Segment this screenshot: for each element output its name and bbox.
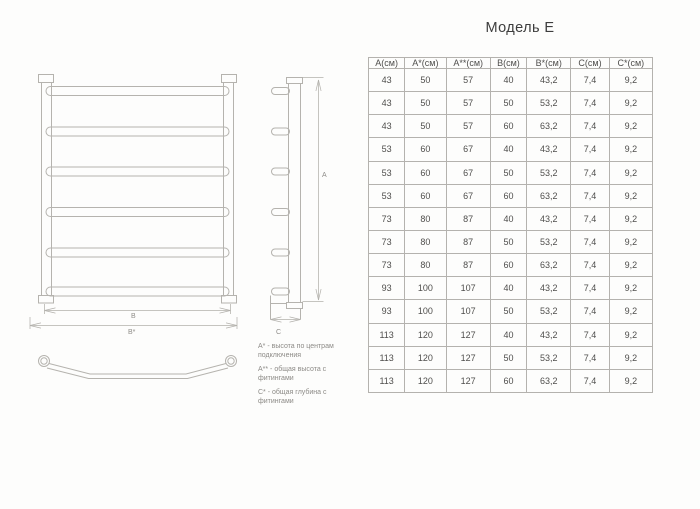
legend-item-c-star: С* - общая глубина с фитингами — [258, 388, 327, 406]
table-cell: 9,2 — [609, 207, 652, 230]
table-cell: 63,2 — [527, 369, 571, 392]
column-header-c-star: С*(см) — [609, 58, 652, 69]
table-row — [369, 115, 653, 138]
table-cell: 87 — [446, 230, 490, 253]
table-cell: 7,4 — [571, 207, 609, 230]
table-cell: 80 — [405, 254, 446, 277]
table-cell: 57 — [446, 115, 490, 138]
table-cell: 7,4 — [571, 346, 609, 369]
table-cell: 63,2 — [527, 254, 571, 277]
column-header-c: С(см) — [571, 58, 609, 69]
table-cell: 7,4 — [571, 230, 609, 253]
table-cell: 73 — [369, 254, 405, 277]
front-view — [30, 75, 237, 330]
table-cell: 53,2 — [527, 161, 571, 184]
table-cell: 100 — [405, 277, 446, 300]
table-cell: 63,2 — [527, 115, 571, 138]
table-cell: 80 — [405, 230, 446, 253]
legend-item-a-star: А* - высота по центрам подключения — [258, 343, 334, 360]
table-cell: 9,2 — [609, 346, 652, 369]
table-cell: 9,2 — [609, 138, 652, 161]
table-cell: 93 — [369, 300, 405, 323]
table-cell: 9,2 — [609, 323, 652, 346]
table-cell: 80 — [405, 207, 446, 230]
dimension-label-b-star: B* — [128, 329, 136, 336]
table-cell: 73 — [369, 207, 405, 230]
legend — [258, 342, 355, 411]
table-cell: 57 — [446, 69, 490, 92]
table-cell: 60 — [490, 115, 526, 138]
table-cell: 60 — [490, 369, 526, 392]
table-cell: 73 — [369, 230, 405, 253]
table-cell: 43,2 — [527, 277, 571, 300]
side-view — [271, 78, 324, 320]
table-cell: 9,2 — [609, 369, 652, 392]
table-cell: 40 — [490, 69, 526, 92]
table-row — [369, 92, 653, 115]
table-cell: 87 — [446, 254, 490, 277]
table-cell: 113 — [369, 346, 405, 369]
table-cell: 7,4 — [571, 69, 609, 92]
table-cell: 100 — [405, 300, 446, 323]
table-cell: 127 — [446, 346, 490, 369]
page-title: Модель Е — [485, 20, 555, 36]
table-cell: 50 — [405, 115, 446, 138]
table-row — [369, 69, 653, 92]
column-header-a-star: А*(см) — [405, 58, 446, 69]
table-cell: 60 — [490, 184, 526, 207]
table-cell: 50 — [490, 230, 526, 253]
table-cell: 7,4 — [571, 184, 609, 207]
table-cell: 53,2 — [527, 92, 571, 115]
table-cell: 113 — [369, 369, 405, 392]
table-cell: 7,4 — [571, 254, 609, 277]
table-cell: 7,4 — [571, 277, 609, 300]
table-cell: 9,2 — [609, 69, 652, 92]
dimensions-table — [368, 57, 653, 393]
table-cell: 43 — [369, 115, 405, 138]
table-cell: 127 — [446, 323, 490, 346]
table-cell: 40 — [490, 277, 526, 300]
table-header — [369, 58, 653, 69]
table-cell: 50 — [490, 300, 526, 323]
table-cell: 67 — [446, 161, 490, 184]
table-cell: 9,2 — [609, 184, 652, 207]
table-cell: 53,2 — [527, 346, 571, 369]
table-cell: 60 — [405, 184, 446, 207]
table-cell: 7,4 — [571, 323, 609, 346]
legend-item-a-double-star: А** - общая высота с фитингами — [258, 365, 327, 383]
table-cell: 120 — [405, 369, 446, 392]
table-cell: 63,2 — [527, 184, 571, 207]
table-cell: 7,4 — [571, 300, 609, 323]
table-cell: 50 — [490, 161, 526, 184]
table-cell: 67 — [446, 138, 490, 161]
table-cell: 53,2 — [527, 300, 571, 323]
table-cell: 9,2 — [609, 300, 652, 323]
table-cell: 87 — [446, 207, 490, 230]
table-row — [369, 300, 653, 323]
table-cell: 9,2 — [609, 161, 652, 184]
table-row — [369, 323, 653, 346]
table-row — [369, 346, 653, 369]
table-cell: 120 — [405, 323, 446, 346]
table-cell: 7,4 — [571, 369, 609, 392]
table-row — [369, 254, 653, 277]
table-cell: 127 — [446, 369, 490, 392]
dimension-label-b: B — [131, 313, 136, 320]
table-cell: 43,2 — [527, 323, 571, 346]
table-cell: 9,2 — [609, 92, 652, 115]
table-cell: 50 — [490, 92, 526, 115]
table-cell: 60 — [405, 138, 446, 161]
table-cell: 53,2 — [527, 230, 571, 253]
table-cell: 107 — [446, 300, 490, 323]
top-view — [39, 356, 237, 379]
table-cell: 113 — [369, 323, 405, 346]
table-body — [369, 69, 653, 393]
table-cell: 57 — [446, 92, 490, 115]
table-row — [369, 207, 653, 230]
table-cell: 7,4 — [571, 161, 609, 184]
table-row — [369, 277, 653, 300]
table-cell: 43 — [369, 69, 405, 92]
table-cell: 53 — [369, 184, 405, 207]
table-cell: 40 — [490, 138, 526, 161]
table-cell: 60 — [405, 161, 446, 184]
table-cell: 53 — [369, 161, 405, 184]
table-row — [369, 230, 653, 253]
column-header-a-double-star: А**(см) — [446, 58, 490, 69]
table-cell: 43,2 — [527, 138, 571, 161]
dimension-label-a: A — [322, 172, 327, 179]
column-header-a: А(см) — [369, 58, 405, 69]
table-row — [369, 161, 653, 184]
table-cell: 43,2 — [527, 207, 571, 230]
table-cell: 9,2 — [609, 277, 652, 300]
table-cell: 9,2 — [609, 115, 652, 138]
table-cell: 9,2 — [609, 254, 652, 277]
table-cell: 50 — [405, 69, 446, 92]
table-cell: 50 — [490, 346, 526, 369]
dimension-label-c: C — [276, 329, 282, 336]
table-header-row — [369, 58, 653, 69]
table-cell: 9,2 — [609, 230, 652, 253]
table-cell: 40 — [490, 323, 526, 346]
table-cell: 67 — [446, 184, 490, 207]
table-row — [369, 184, 653, 207]
table-row — [369, 369, 653, 392]
table-cell: 7,4 — [571, 115, 609, 138]
table-cell: 7,4 — [571, 92, 609, 115]
table-cell: 53 — [369, 138, 405, 161]
column-header-b: В(см) — [490, 58, 526, 69]
table-cell: 93 — [369, 277, 405, 300]
table-cell: 43 — [369, 92, 405, 115]
table-cell: 120 — [405, 346, 446, 369]
table-cell: 7,4 — [571, 138, 609, 161]
column-header-b-star: В*(см) — [527, 58, 571, 69]
table-cell: 60 — [490, 254, 526, 277]
table-cell: 50 — [405, 92, 446, 115]
table-row — [369, 138, 653, 161]
table-cell: 107 — [446, 277, 490, 300]
table-cell: 43,2 — [527, 69, 571, 92]
table-cell: 40 — [490, 207, 526, 230]
